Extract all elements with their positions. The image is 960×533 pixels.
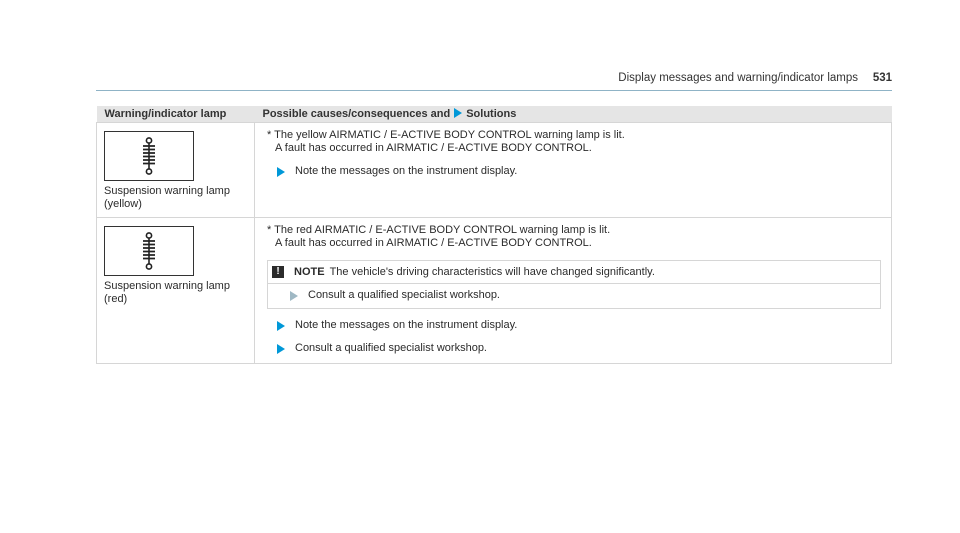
solution-text: Consult a qualified specialist workshop. xyxy=(295,342,487,354)
solution-text: Note the messages on the instrument display. xyxy=(295,319,518,331)
lamp-cell xyxy=(97,123,255,218)
lamp-label: Suspension warning lamp xyxy=(104,185,230,197)
cause-text: * The red AIRMATIC / E-ACTIVE BODY CONTROL warning lamp is lit. xyxy=(267,224,611,236)
suspension-spring-icon xyxy=(141,137,157,175)
exclamation-icon: ! xyxy=(272,266,284,278)
note-action-text: Consult a qualified specialist workshop. xyxy=(308,289,500,301)
column-header-causes-text: Possible causes/consequences and xyxy=(262,108,451,120)
lamp-symbol-box xyxy=(104,131,194,181)
warning-lamp-table xyxy=(96,106,892,364)
solution-step xyxy=(277,319,881,332)
solution-step xyxy=(277,342,881,355)
solution-step xyxy=(277,165,881,178)
page-number: 531 xyxy=(872,72,892,84)
arrow-right-icon xyxy=(277,344,285,354)
column-header-lamp: Warning/indicator lamp xyxy=(97,106,255,123)
note-box xyxy=(267,260,881,309)
lamp-color: (red) xyxy=(104,293,128,305)
note-header xyxy=(268,261,880,284)
note-action xyxy=(268,284,880,308)
suspension-spring-icon xyxy=(141,232,157,270)
note-text: The vehicle's driving characteristics will have changed significantly. xyxy=(329,265,655,278)
arrow-right-icon xyxy=(277,321,285,331)
page-header xyxy=(96,70,892,91)
cause-text: * The yellow AIRMATIC / E-ACTIVE BODY CONTROL warning lamp is lit. xyxy=(267,129,625,141)
arrow-right-icon xyxy=(277,167,285,177)
column-header-causes xyxy=(255,106,892,123)
fault-text: A fault has occurred in AIRMATIC / E-ACTIVE BODY CONTROL. xyxy=(275,142,592,154)
table-header-row xyxy=(97,106,892,123)
section-title: Display messages and warning/indicator lamps xyxy=(618,72,858,84)
table-row xyxy=(97,123,892,218)
lamp-color: (yellow) xyxy=(104,198,142,210)
solution-text: Note the messages on the instrument display. xyxy=(295,165,518,177)
fault-text: A fault has occurred in AIRMATIC / E-ACTIVE BODY CONTROL. xyxy=(275,237,592,249)
lamp-symbol-box xyxy=(104,226,194,276)
lamp-label: Suspension warning lamp xyxy=(104,280,230,292)
arrow-right-icon xyxy=(290,291,298,301)
cause-cell xyxy=(255,123,892,218)
lamp-cell xyxy=(97,218,255,364)
column-header-solutions-text: Solutions xyxy=(466,108,517,120)
table-row xyxy=(97,218,892,364)
cause-cell xyxy=(255,218,892,364)
note-label: NOTE xyxy=(294,265,325,278)
arrow-right-icon xyxy=(454,108,462,118)
